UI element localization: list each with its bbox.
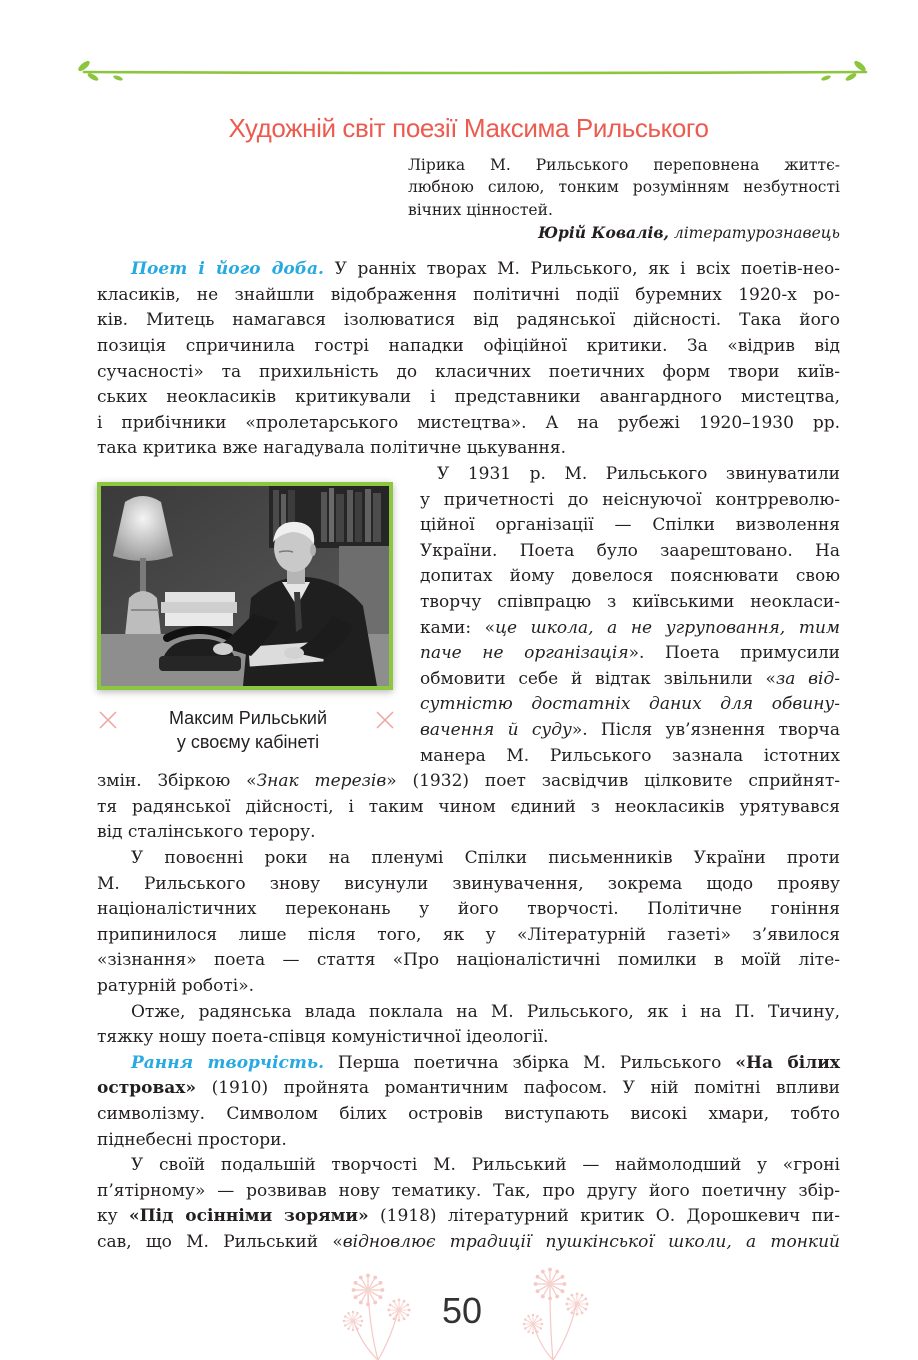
portrait-photo [97,482,393,690]
text-run: У повоєнні роки на пленумі Спілки письменників України проти [131,848,840,868]
body-line [97,1051,840,1077]
body-line [97,1153,840,1179]
body-line [97,1000,840,1026]
body-line [420,488,840,514]
text-run: ків. Митець намагався ізолюватися від радянської дійсності. Така його [97,310,840,331]
text-run: і прибічники «пролетарського мистецтва». А на рубежі 1920–1930 рр. [97,412,840,433]
text-run: обмовити себе й відтак звільнили « [420,668,776,689]
text-run: припинилося лише після того, як у «Літературній газеті» з’явилося [97,924,840,945]
body-line [97,820,840,846]
body-line [97,1179,840,1205]
text-run: У ранніх творах М. Рильського, як і всіх поетів-нео- [323,259,841,280]
text-run: М. Рильського знову висунули звинувачення, зокрема щодо прояву [97,873,840,894]
text-run: позиція спричинила гострі нападки офіційної критики. За «відрив від [97,336,840,356]
body-line [97,1128,840,1154]
body-line [420,539,840,565]
body-line [97,411,840,437]
text-run: ратурній роботі». [97,976,255,996]
epigraph-line: Лірика М. Рильського переповнена життє- [408,155,840,174]
body-line [97,1204,840,1230]
epigraph-line: любною силою, тонким розумінням незбутності [408,178,840,197]
text-run: сав, що М. Рильський « [97,1232,343,1252]
text-run: ційної організації — Спілки визволення [420,515,840,536]
bold-text: «Під осінніми зорями» [128,1206,369,1227]
text-run: тяжку ношу поета-співця комуністичної ідеології. [97,1027,549,1048]
body-line [420,513,840,539]
body-line [420,564,840,590]
body-line [97,1025,840,1051]
author-name: Юрій Ковалів, [538,222,669,242]
body-line [97,1102,840,1128]
text-run: націоналістичних переконань у його творчості. Політичне гоніння [97,899,840,920]
text-run: ками: « [420,617,496,638]
body-line [97,385,840,411]
page-number: 50 [441,1290,483,1331]
cross-mark-icon [375,710,395,730]
text-run: ку [97,1206,129,1227]
bold-text: островах» [97,1078,197,1099]
body-line [420,744,840,770]
author-role: літературознавець [673,223,840,242]
text-run: символізму. Символом білих островів виступають високі хмари, тобто [97,1104,840,1124]
body-line [97,948,840,974]
text-run: сучасності» та прихильність до класичних поетичних форм твори київ- [97,361,840,382]
text-run: ських неокласиків критикували і представники авангардного мистецтва, [97,387,840,408]
text-run: у причетності до неіснуючої контрреволю- [420,489,840,510]
text-run: «зізнання» поета — стаття «Про націоналістичні помилки в моїй літе- [97,950,840,971]
body-line [97,257,840,283]
text-run: » (1932) поет засвідчив цілковите сприйнят- [386,771,840,792]
body-line [420,462,840,488]
epigraph-line: вічних цінностей. [408,200,553,219]
body-line [97,1076,840,1102]
body-line [420,616,840,642]
italic-text: це школа, а не угруповання, тим [495,617,840,638]
body-line [420,667,840,693]
text-run: допитах йому довелося пояснювати свою [420,566,840,587]
text-run: творчу співпрацю з київськими неокласи- [420,592,840,612]
body-line [420,692,840,718]
text-run: (1918) літературний критик О. Дорошкевич пи- [368,1206,841,1227]
body-line [97,360,840,386]
text-run: У 1931 р. М. Рильського звинуватили [437,464,840,484]
body-line [97,436,840,462]
italic-text: за від- [775,668,840,689]
book-stack [161,592,237,626]
text-run: піднебесні простори. [97,1129,287,1150]
body-line [420,641,840,667]
text-run: Перша поетична збірка М. Рильського [324,1052,736,1073]
body-line [97,872,840,898]
text-run: України. Поета було заарештовано. На [420,540,840,561]
text-run: п’ятірному» — розвивав нову тематику. Так, про другу його поетичну збір- [97,1180,840,1201]
body-line [420,590,840,616]
text-run: ». Після ув’язнення творча [571,720,841,740]
body-line [97,923,840,949]
body-line [97,846,840,872]
inline-section-heading: Рання творчість. [131,1052,325,1073]
text-run: Отже, радянська влада поклала на М. Рильського, як і на П. Тичину, [131,1001,840,1022]
text-run: манера М. Рильського зазнала істотних [420,745,840,766]
body-line [420,718,840,744]
italic-text: Знак терезів [256,771,387,792]
body-line [97,897,840,923]
text-run: змін. Збіркою « [97,771,257,792]
text-run: така критика вже нагадувала політичне цькування. [97,438,567,459]
photo-caption-line: у своєму кабінеті [176,732,320,752]
page-title: Художній світ поезії Максима Рильського [228,113,709,143]
italic-text: вачення й суду [420,720,572,740]
cross-mark-icon [98,710,118,730]
body-line [97,974,840,1000]
body-line [97,795,840,821]
italic-text: паче не організація [420,643,629,664]
text-run: ». Поета примусили [628,643,840,664]
text-run: У своїй подальшій творчості М. Рильський — наймолодший у «гроні [131,1155,840,1176]
body-line [97,769,840,795]
italic-text: сутністю достатніх даних для обвину- [420,694,840,715]
inline-section-heading: Поет і його доба. [131,259,324,280]
text-run: (1910) пройнята романтичним пафосом. У ній помітні впливи [196,1078,840,1099]
body-line [97,283,840,309]
text-run: від сталінського терору. [97,822,316,843]
body-line [97,334,840,360]
text-run: тя радянської дійсності, і таким чином єдиний з неокласиків урятувався [97,796,840,817]
bold-text: «На білих [735,1052,840,1073]
vine-decoration [0,0,918,100]
epigraph-author [408,222,840,245]
photo-caption-line: Максим Рильський [168,708,328,728]
text-run: класиків, не знайшли відображення політичні події буремних 1920-х ро- [97,284,840,305]
italic-text: відновлює традиції пушкінської школи, а тонкий [342,1232,840,1252]
body-line [97,308,840,334]
